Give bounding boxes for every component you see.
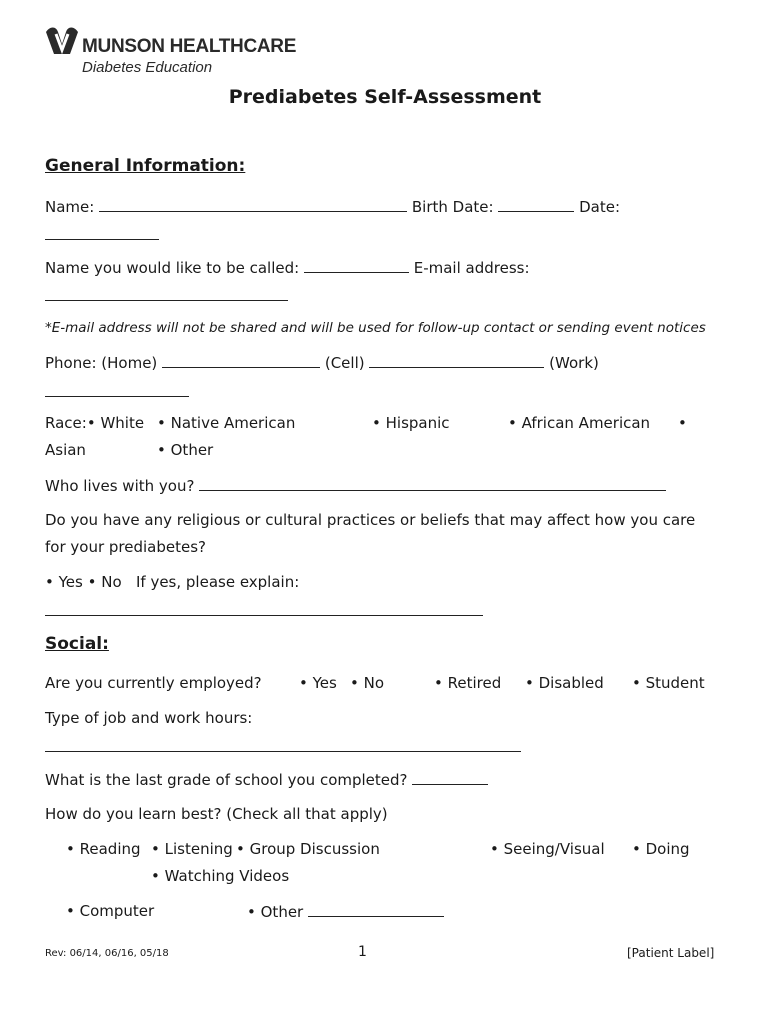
- employed-retired-option[interactable]: • Retired: [434, 674, 502, 692]
- explain-field[interactable]: [45, 615, 483, 616]
- race-bullet: •: [678, 414, 687, 432]
- race-white-option[interactable]: • White: [86, 414, 145, 432]
- learn-seeing-visual-option[interactable]: • Seeing/Visual: [490, 840, 605, 858]
- learn-group-discussion-option[interactable]: • Group Discussion: [236, 840, 380, 858]
- name-label: Name:: [45, 198, 95, 216]
- munson-logo-icon: [44, 24, 80, 56]
- phone-work-label: (Work): [549, 354, 599, 372]
- called-row: [45, 258, 530, 277]
- dept-name: Diabetes Education: [82, 59, 213, 76]
- phone-home-label: Phone: (Home): [45, 354, 158, 372]
- practices-question-line2: for your prediabetes?: [45, 538, 206, 556]
- learn-watching-videos-option[interactable]: • Watching Videos: [151, 867, 290, 885]
- employed-student-option[interactable]: • Student: [632, 674, 705, 692]
- job-label: Type of job and work hours:: [45, 709, 253, 727]
- phone-cell-field[interactable]: [369, 353, 544, 368]
- learn-computer-option[interactable]: • Computer: [66, 902, 155, 920]
- phone-work-field[interactable]: [45, 396, 189, 397]
- email-label: E-mail address:: [413, 259, 530, 277]
- page-number: 1: [358, 944, 367, 960]
- org-name: MUNSON HEALTHCARE: [82, 36, 297, 57]
- practices-question-line1: Do you have any religious or cultural practices or beliefs that may affect how you care: [45, 511, 696, 529]
- date-label: Date:: [579, 198, 621, 216]
- grade-question: What is the last grade of school you completed?: [45, 771, 408, 789]
- learn-listening-option[interactable]: • Listening: [151, 840, 233, 858]
- general-heading: General Information:: [45, 156, 246, 176]
- birth-date-label: Birth Date:: [411, 198, 494, 216]
- email-note: *E-mail address will not be shared and will be used for follow-up contact or sending event notices: [45, 320, 706, 336]
- called-field[interactable]: [304, 258, 409, 273]
- practices-answer-row: [45, 573, 299, 591]
- lives-with-label: Who lives with you?: [45, 477, 195, 495]
- employed-yes-option[interactable]: • Yes: [299, 674, 337, 692]
- learn-other-option[interactable]: • Other: [247, 902, 444, 921]
- email-field[interactable]: [45, 300, 288, 301]
- employed-disabled-option[interactable]: • Disabled: [525, 674, 604, 692]
- explain-label: If yes, please explain:: [135, 573, 300, 591]
- employed-no-option[interactable]: • No: [350, 674, 385, 692]
- learn-doing-option[interactable]: • Doing: [632, 840, 690, 858]
- page-title: Prediabetes Self-Assessment: [228, 86, 542, 108]
- grade-row: [45, 770, 488, 789]
- learn-reading-option[interactable]: • Reading: [66, 840, 141, 858]
- date-field[interactable]: [45, 239, 159, 240]
- patient-label: [Patient Label]: [627, 946, 715, 960]
- learn-question: How do you learn best? (Check all that apply): [45, 805, 388, 823]
- job-field[interactable]: [45, 751, 521, 752]
- name-field[interactable]: [99, 197, 407, 212]
- birth-date-field[interactable]: [498, 197, 574, 212]
- race-native-american-option[interactable]: • Native American: [157, 414, 296, 432]
- race-asian-option[interactable]: Asian: [45, 441, 86, 459]
- learn-other-field[interactable]: [308, 902, 444, 917]
- race-label: Race:• White: [45, 414, 145, 432]
- lives-with-row: [45, 476, 666, 495]
- lives-with-field[interactable]: [199, 476, 666, 491]
- race-hispanic-option[interactable]: • Hispanic: [372, 414, 450, 432]
- revision-text: Rev: 06/14, 06/16, 05/18: [45, 948, 169, 959]
- phone-row: [45, 353, 599, 372]
- called-label: Name you would like to be called:: [45, 259, 300, 277]
- practices-no-option[interactable]: • No: [87, 573, 122, 591]
- grade-field[interactable]: [412, 770, 488, 785]
- phone-cell-label: (Cell): [324, 354, 365, 372]
- name-row: [45, 197, 620, 216]
- race-other-option[interactable]: • Other: [157, 441, 214, 459]
- employed-question: Are you currently employed?: [45, 674, 262, 692]
- social-heading: Social:: [45, 634, 109, 654]
- practices-yes-option[interactable]: • Yes: [45, 573, 83, 591]
- phone-home-field[interactable]: [162, 353, 320, 368]
- race-african-american-option[interactable]: • African American: [508, 414, 651, 432]
